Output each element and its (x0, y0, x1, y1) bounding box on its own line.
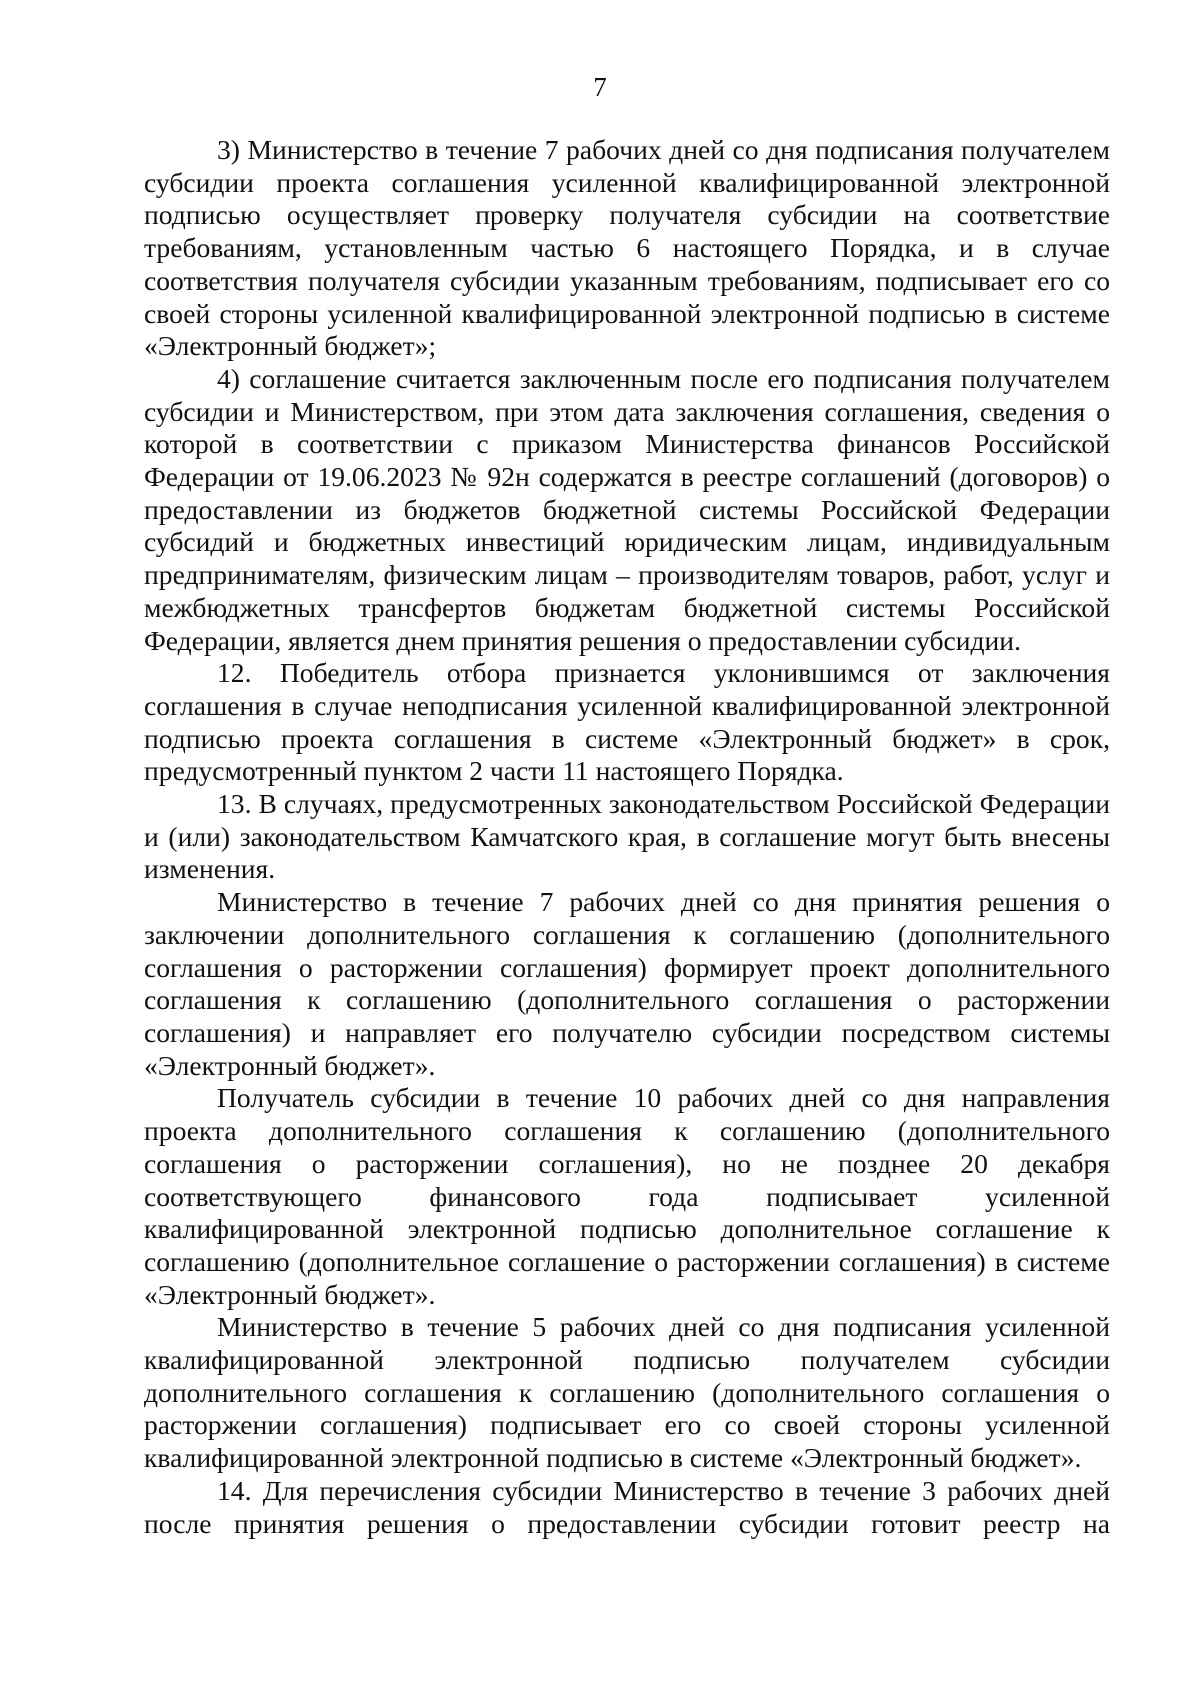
document-body (144, 134, 1110, 1540)
paragraph-ministry-signing: Министерство в течение 5 рабочих дней со дня подписания усиленной квалифицированной электронной подписью получателем субсидии дополнительного соглашения к соглашению (дополнительного соглашения о расторжении соглашения) подписывает его со своей стороны усиленной квалифицированной электронной подписью в системе «Электронный бюджет». (144, 1311, 1110, 1474)
paragraph-clause-13: 13. В случаях, предусмотренных законодательством Российской Федерации и (или) законодательством Камчатского края, в соглашение могут быть внесены изменения. (144, 788, 1110, 885)
paragraph-recipient-signing: Получатель субсидии в течение 10 рабочих дней со дня направления проекта дополнительного соглашения к соглашению (дополнительного соглашения о расторжении соглашения), но не позднее 20 декабря соответствующего финансового года подписывает усиленной квалифицированной электронной подписью дополнительное соглашение к соглашению (дополнительное соглашение о расторжении соглашения) в системе «Электронный бюджет». (144, 1082, 1110, 1310)
page-number: 7 (593, 72, 607, 102)
paragraph-ministry-draft: Министерство в течение 7 рабочих дней со дня принятия решения о заключении дополнительного соглашения к соглашению (дополнительного соглашения о расторжении соглашения) формирует проект дополнительного соглашения к соглашению (дополнительного соглашения о расторжении соглашения) и направляет его получателю субсидии посредством системы «Электронный бюджет». (144, 886, 1110, 1081)
paragraph-clause-14: 14. Для перечисления субсидии Министерство в течение 3 рабочих дней после принятия решения о предоставлении субсидии готовит реестр на (144, 1474, 1110, 1539)
paragraph-item-4: 4) соглашение считается заключенным после его подписания получателем субсидии и Министерством, при этом дата заключения соглашения, сведения о которой в соответствии с приказом Министерства финансов Российской Федерации от 19.06.2023 № 92н содержатся в реестре соглашений (договоров) о предоставлении из бюджетов бюджетной системы Российской Федерации субсидий и бюджетных инвестиций юридическим лицам, индивидуальным предпринимателям, физическим лицам – производителям товаров, работ, услуг и межбюджетных трансфертов бюджетам бюджетной системы Российской Федерации, является днем принятия решения о предоставлении субсидии. (144, 362, 1110, 656)
paragraph-clause-12: 12. Победитель отбора признается уклонившимся от заключения соглашения в случае неподписания усиленной квалифицированной электронной подписью проекта соглашения в системе «Электронный бюджет» в срок, предусмотренный пунктом 2 части 11 настоящего Порядка. (144, 657, 1110, 787)
paragraph-item-3: 3) Министерство в течение 7 рабочих дней со дня подписания получателем субсидии проекта соглашения усиленной квалифицированной электронной подписью осуществляет проверку получателя субсидии на соответствие требованиям, установленным частью 6 настоящего Порядка, и в случае соответствия получателя субсидии указанным требованиям, подписывает его со своей стороны усиленной квалифицированной электронной подписью в системе «Электронный бюджет»; (144, 134, 1110, 362)
